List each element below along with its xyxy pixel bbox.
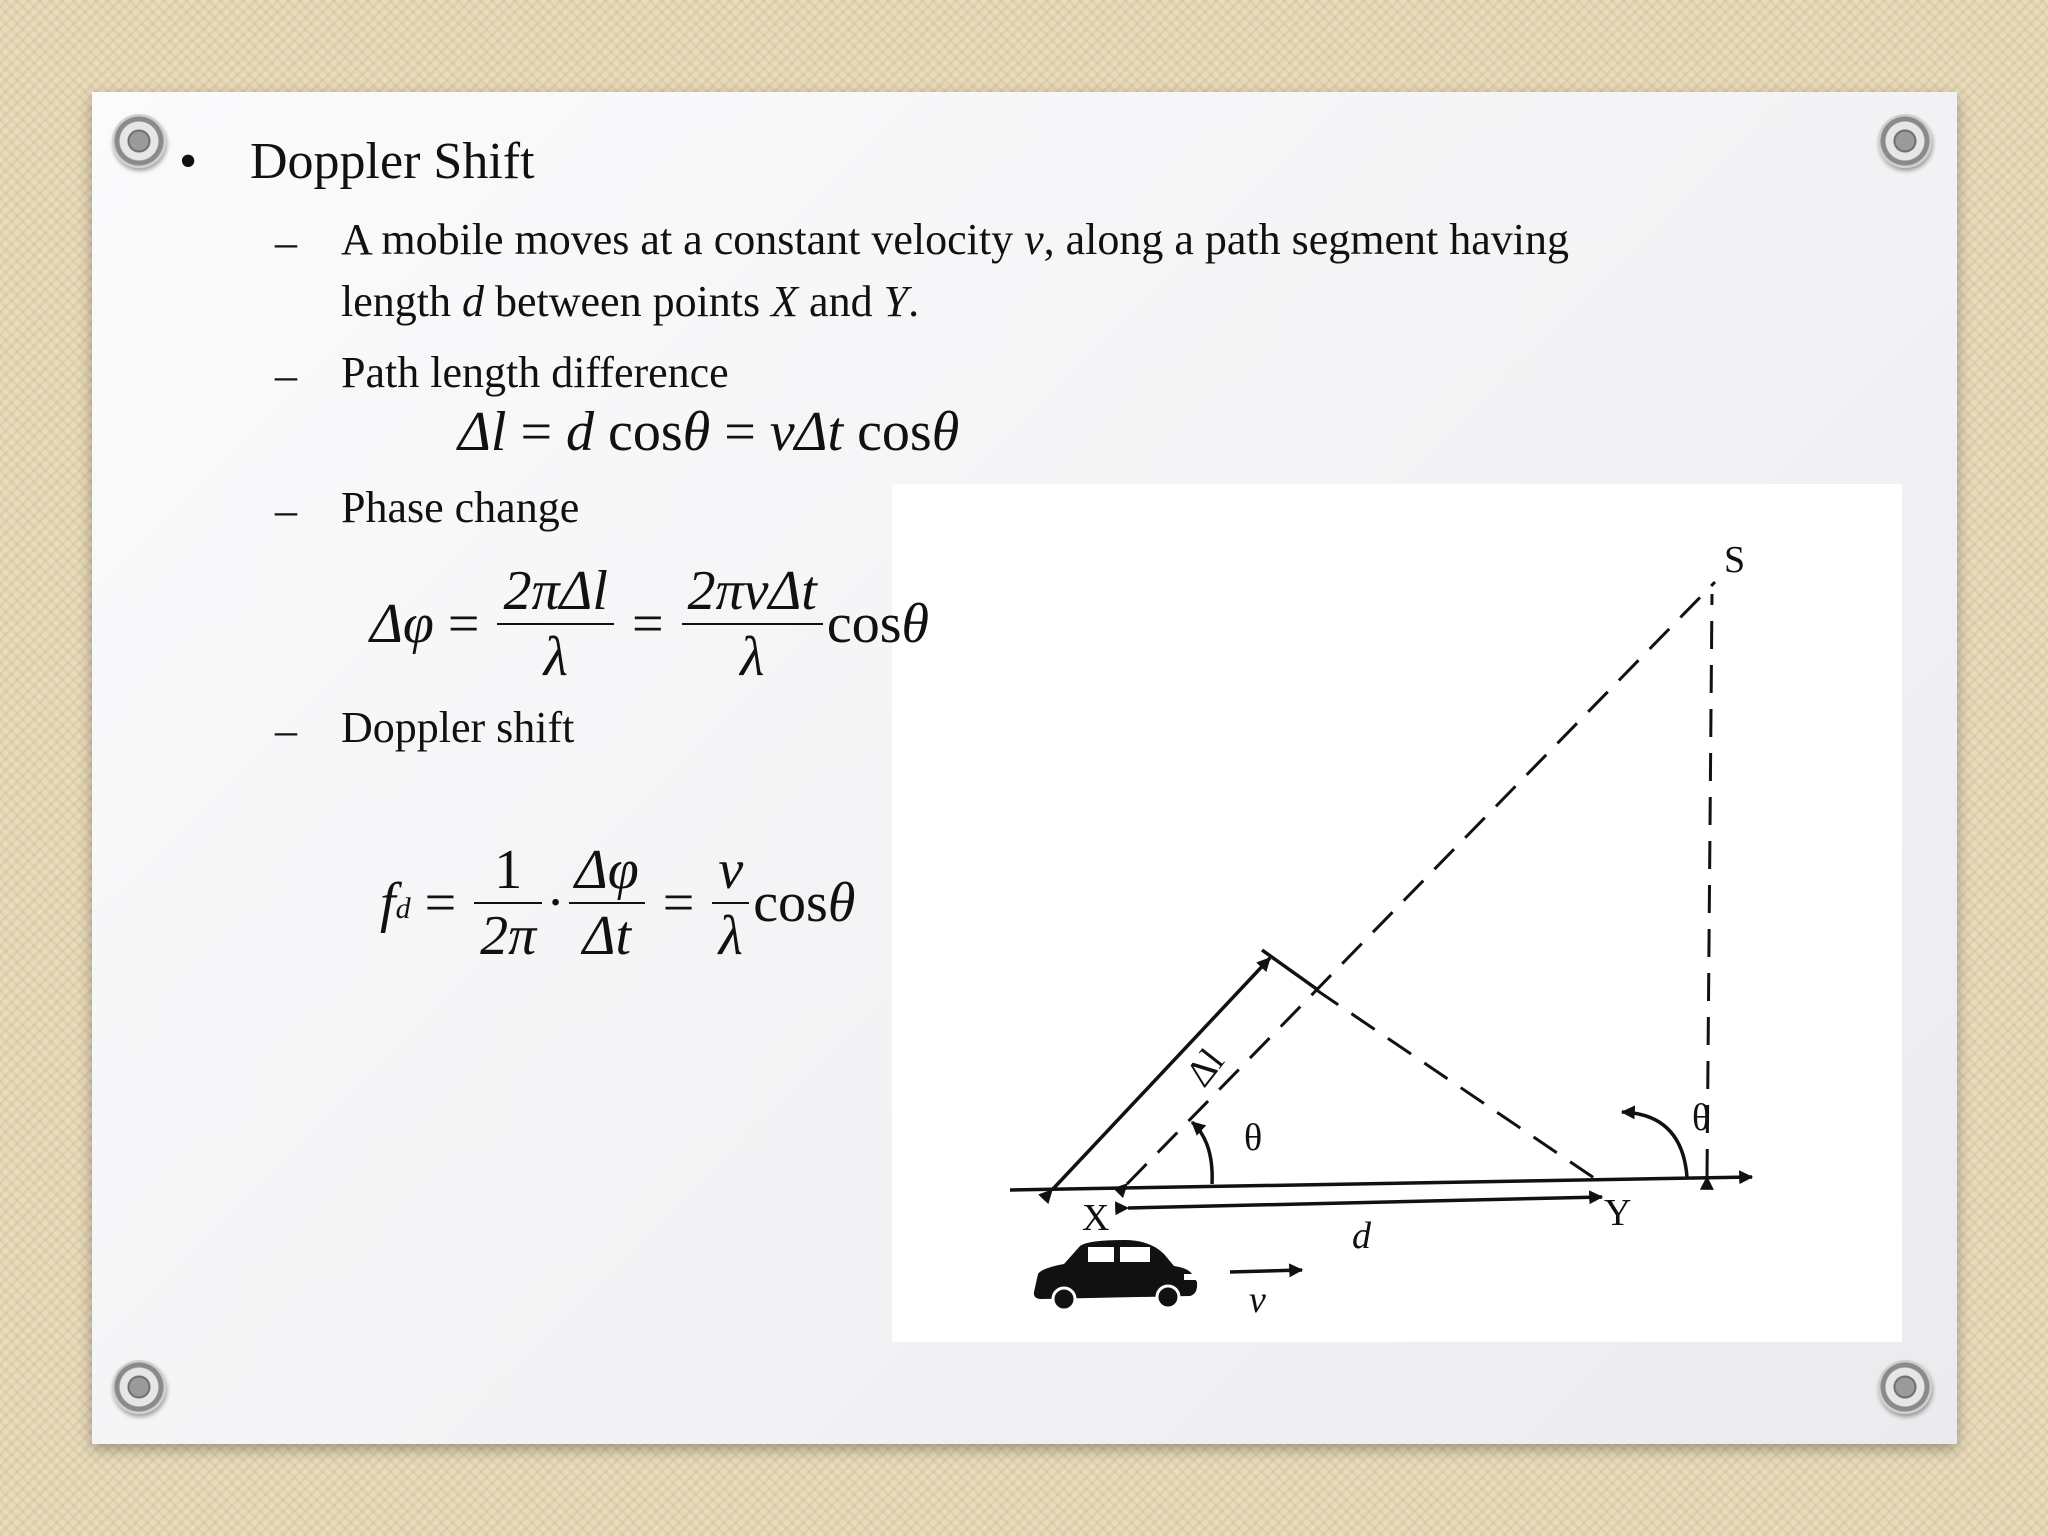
fraction-2pi-delta-l: $\frac{\text{2πΔl}}{\lambda}$ — [497, 559, 613, 689]
theta-arc-x — [1192, 1122, 1212, 1184]
label-y: Y — [1604, 1192, 1632, 1234]
sub-item-mobile-motion: A mobile moves at a constant velocity v, along a path segment having length d between points X and Y. — [341, 215, 1570, 326]
equation-doppler-shift: $f_d$ = $\frac{1}{2\pi}$ · $\frac{\Delta\varphi}{\Delta t}$ = $\frac{v}{\lambda}$ cosθ — [380, 839, 856, 967]
d-dimension-arrow — [1128, 1197, 1602, 1208]
dash-marker: – — [275, 218, 297, 267]
label-delta-l: Δl — [1177, 1041, 1233, 1095]
fraction-1-over-2pi: $\frac{1}{2\pi}$ — [474, 838, 542, 968]
doppler-diagram — [892, 484, 1902, 1342]
dash-marker: – — [275, 706, 297, 755]
dash-marker: – — [275, 486, 297, 535]
equation-phase-change: Δφ = $\frac{\text{2πΔl}}{\lambda}$ = $\frac{\text{2πvΔt}}{\lambda}$ cosθ — [370, 560, 930, 688]
equation-path-length: Δl = d cosθ = vΔt cosθ — [458, 401, 960, 463]
fraction-delta-phi-over-delta-t: $\frac{\Delta\varphi}{\Delta t}$ — [569, 838, 645, 968]
label-d: d — [1352, 1215, 1371, 1257]
grommet-top-left — [112, 114, 166, 168]
ray-x-to-s — [1127, 582, 1715, 1184]
perpendicular-dash — [1315, 989, 1600, 1182]
delta-l-tick — [1262, 950, 1318, 990]
slide-title: Doppler Shift — [250, 133, 535, 190]
label-theta-x: θ — [1244, 1117, 1263, 1159]
slide — [92, 92, 1957, 1444]
label-v: v — [1249, 1279, 1266, 1321]
ray-y-to-s — [1707, 594, 1712, 1177]
sub-item-doppler-shift: Doppler shift — [341, 703, 575, 752]
car-icon — [1034, 1240, 1197, 1310]
delta-l-arrow — [1052, 958, 1270, 1190]
sub-item-phase-change: Phase change — [341, 483, 580, 532]
grommet-bottom-right — [1878, 1360, 1932, 1414]
ground-line — [1010, 1177, 1752, 1190]
label-x: X — [1082, 1197, 1110, 1239]
fraction-2pi-v-delta-t: $\frac{\text{2πvΔt}}{\lambda}$ — [682, 559, 823, 689]
grommet-top-right — [1878, 114, 1932, 168]
bullet-marker: • — [179, 133, 198, 190]
doppler-diagram-svg — [892, 484, 1902, 1342]
v-arrow — [1230, 1270, 1302, 1272]
label-s: S — [1724, 539, 1746, 581]
theta-arc-y — [1622, 1112, 1687, 1177]
dash-marker: – — [275, 351, 297, 400]
sub-item-path-length: Path length difference — [341, 348, 729, 397]
grommet-bottom-left — [112, 1360, 166, 1414]
label-theta-y: θ — [1692, 1097, 1711, 1139]
fraction-v-over-lambda: $\frac{v}{\lambda}$ — [712, 838, 749, 968]
